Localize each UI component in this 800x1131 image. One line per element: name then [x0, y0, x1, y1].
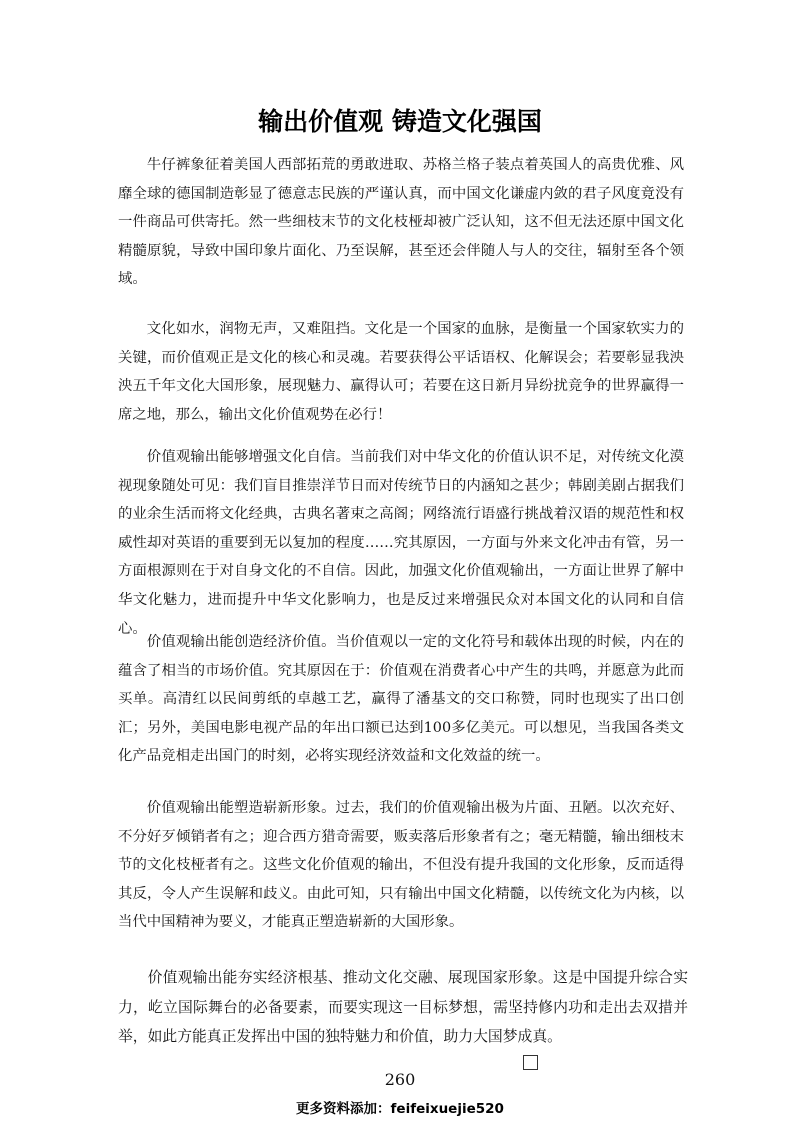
closing-paragraph: 价值观输出能夯实经济根基、推动文化交融、展现国家形象。这是中国提升综合实力，屹立国际舞台的必备要素，而要实现这一目标梦想，需坚持修内功和走出去双措并举，如此方能真正发挥出中国的独特魅力和价值，助力大国梦成真。 [118, 969, 688, 1046]
document-title: 输出价值观 铸造文化强国 [258, 107, 542, 136]
body-paragraph: 文化如水，润物无声，又难阻挡。文化是一个国家的血脉，是衡量一个国家软实力的关键，而价值观正是文化的核心和灵魂。若要获得公平话语权、化解误会；若要彰显我泱泱五千年文化大国形象，展现魅力、赢得认可；若要在这日新月异纷扰竞争的世界赢得一席之地，那么，输出文化价值观势在必行！ [118, 321, 684, 423]
body-paragraph: 价值观输出能创造经济价值。当价值观以一定的文化符号和载体出现的时候，内在的蕴含了相当的市场价值。究其原因在于：价值观在消费者心中产生的共鸣，并愿意为此而买单。高清红以民间剪纸的卓越工艺，赢得了潘基文的交口称赞，同时也现实了出口创汇；另外，美国电影电视产品的年出口额已达到100多亿美元。可以想见，当我国各类文化产品竞相走出国门的时刻，必将实现经济效益和文化效益的统一。 [118, 634, 684, 765]
body-paragraph: 价值观输出能够增强文化自信。当前我们对中华文化的价值认识不足，对传统文化漠视现象随处可见：我们盲目推崇洋节日而对传统节日的内涵知之甚少；韩剧美剧占据我们的业余生活而将文化经典，古典名著束之高阁；网络流行语盛行挑战着汉语的规范性和权威性却对英语的重要到无以复加的程度……究其原因，一方面与外来文化冲击有管，另一方面根源则在于对自身文化的不自信。因此，加强文化价值观输出，一方面让世界了解中华文化魅力，进而提升中华文化影响力，也是反过来增强民众对本国文化的认同和自信心。 [118, 449, 684, 637]
body-paragraph: 价值观输出能塑造崭新形象。过去，我们的价值观输出极为片面、丑陋。以次充好、不分好歹倾销者有之；迎合西方猎奇需要，贩卖落后形象者有之；毫无精髓，输出细枝末节的文化枝桠者有之。这些文化价值观的输出，不但没有提升我国的文化形象，反而适得其反，令人产生误解和歧义。由此可知，只有输出中国文化精髓，以传统文化为内核，以当代中国精神为要义，才能真正塑造崭新的大国形象。 [118, 800, 684, 931]
page-number: 260 [384, 1070, 416, 1089]
footer-note: 更多资料添加：feifeixuejie520 [296, 1101, 504, 1117]
body-paragraph: 牛仔裤象征着美国人西部拓荒的勇敢进取、苏格兰格子装点着英国人的高贵优雅、风靡全球的德国制造彰显了德意志民族的严谨认真，而中国文化谦虚内敛的君子风度竟没有一件商品可供寄托。然一些细枝末节的文化枝桠却被广泛认知，这不但无法还原中国文化精髓原貌，导致中国印象片面化、乃至误解，甚至还会伴随人与人的交往，辐射至各个领域。 [118, 157, 684, 288]
